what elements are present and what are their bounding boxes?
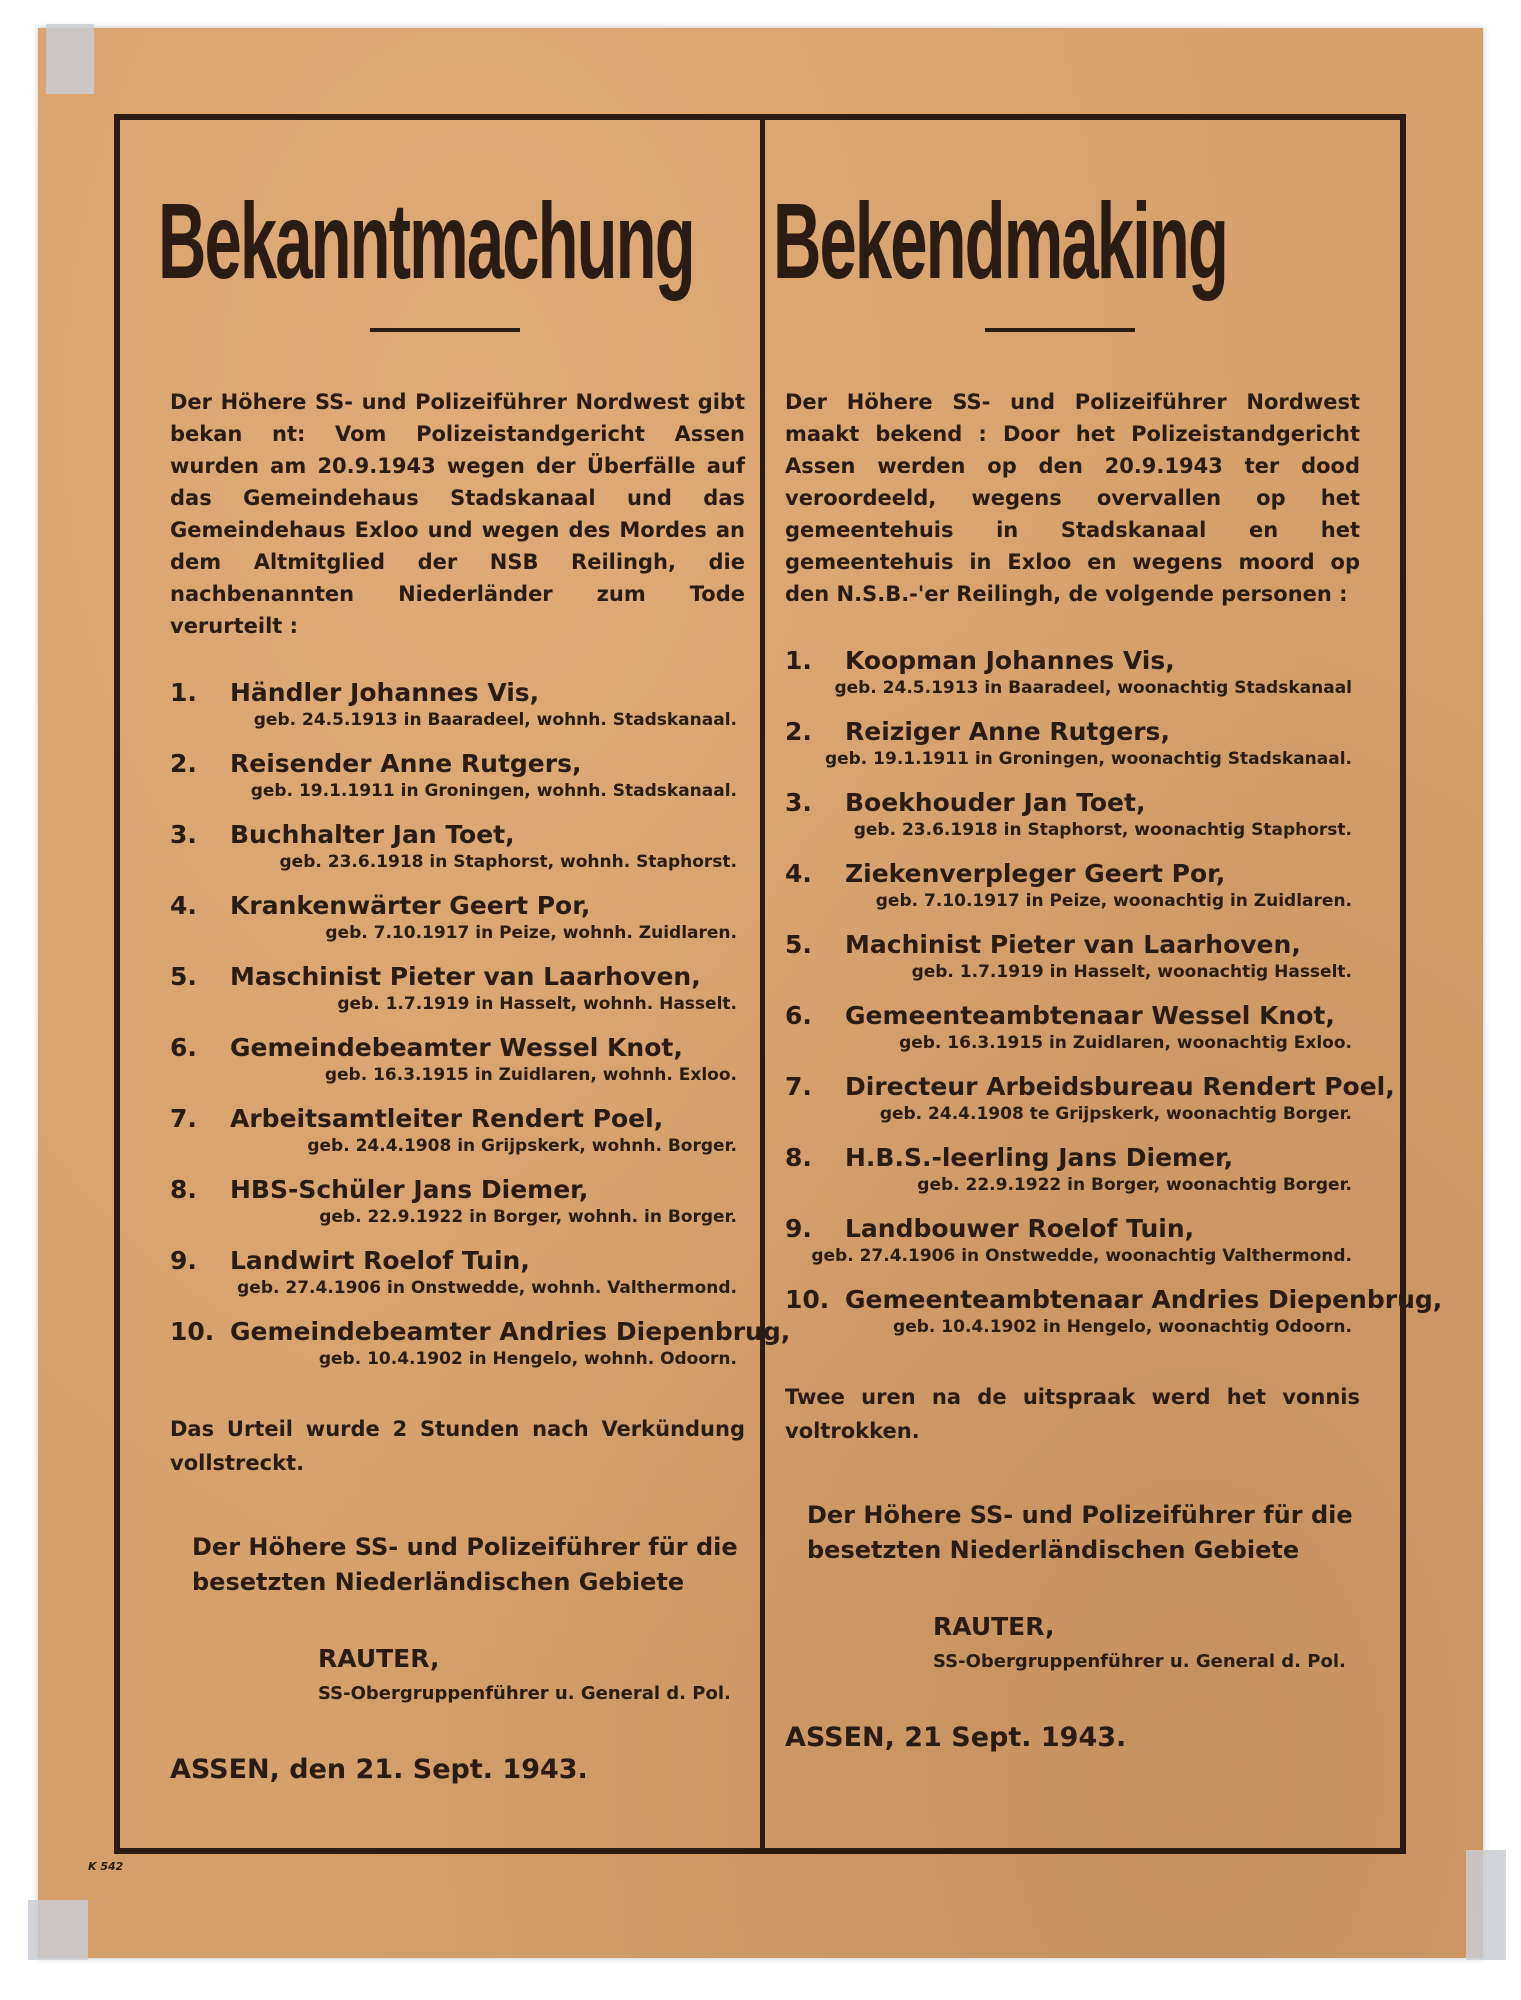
list-item [785, 1001, 1360, 1072]
item-name: Gemeenteambtenaar Wessel Knot, [845, 1001, 1335, 1030]
item-number: 6. [785, 1001, 812, 1030]
item-name: Arbeitsamtleiter Rendert Poel, [230, 1104, 664, 1133]
item-name: Boekhouder Jan Toet, [845, 788, 1146, 817]
item-detail: geb. 16.3.1915 in Zuidlaren, wohnh. Exloo. [324, 1065, 737, 1085]
item-detail: geb. 1.7.1919 in Hasselt, woonachtig Hasselt. [911, 962, 1352, 982]
item-detail: geb. 27.4.1906 in Onstwedde, woonachtig Valthermond. [811, 1246, 1352, 1266]
item-detail: geb. 1.7.1919 in Hasselt, wohnh. Hasselt. [337, 994, 737, 1014]
item-detail: geb. 22.9.1922 in Borger, woonachtig Borger. [917, 1175, 1352, 1195]
list-item [170, 820, 745, 891]
list-item [785, 859, 1360, 930]
item-detail: geb. 7.10.1917 in Peize, woonachtig in Zuidlaren. [875, 891, 1352, 911]
list-item [170, 891, 745, 962]
german-place-date: ASSEN, den 21. Sept. 1943. [170, 1754, 588, 1785]
item-number: 10. [170, 1317, 215, 1346]
dutch-intro: Der Höhere SS- und Polizeiführer Nordwest maakt bekend : Door het Polizeistandgericht Assen werden op den 20.9.1943 ter dood veroordeeld, wegens overvallen op het gemeentehuis in Stadskanaal en het gemeentehuis in Exloo en wegens moord op den N.S.B.-'er Reilingh, de volgende personen : [785, 390, 1360, 606]
item-number: 4. [170, 891, 197, 920]
item-name: Reisender Anne Rutgers, [230, 749, 582, 778]
item-number: 6. [170, 1033, 197, 1062]
item-number: 2. [170, 749, 197, 778]
item-detail: geb. 19.1.1911 in Groningen, wohnh. Stadskanaal. [250, 781, 737, 801]
item-number: 5. [785, 930, 812, 959]
dutch-rank: SS-Obergruppenführer u. General d. Pol. [933, 1651, 1346, 1672]
item-detail: geb. 24.4.1908 in Grijpskerk, wohnh. Borger. [307, 1136, 737, 1156]
printer-code: K 542 [88, 1860, 124, 1873]
item-number: 3. [170, 820, 197, 849]
german-signer: RAUTER, [318, 1644, 440, 1673]
item-detail: geb. 22.9.1922 in Borger, wohnh. in Borger. [319, 1207, 737, 1227]
german-closing: Das Urteil wurde 2 Stunden nach Verkündung vollstreckt. [170, 1417, 745, 1475]
item-number: 7. [170, 1104, 197, 1133]
dutch-authority: Der Höhere SS- und Polizeiführer für die besetzten Niederländischen Gebiete [807, 1501, 1353, 1564]
title-rule [985, 328, 1135, 332]
list-item [785, 788, 1360, 859]
item-name: Gemeindebeamter Andries Diepenbrug, [230, 1317, 791, 1346]
item-name: H.B.S.-leerling Jans Diemer, [845, 1143, 1234, 1172]
list-item [170, 1104, 745, 1175]
item-number: 3. [785, 788, 812, 817]
list-item [785, 1214, 1360, 1285]
item-detail: geb. 23.6.1918 in Staphorst, wohnh. Staphorst. [279, 852, 737, 872]
item-name: Landwirt Roelof Tuin, [230, 1246, 530, 1275]
item-number: 8. [170, 1175, 197, 1204]
item-name: Händler Johannes Vis, [230, 678, 540, 707]
item-name: Maschinist Pieter van Laarhoven, [230, 962, 701, 991]
item-number: 10. [785, 1285, 830, 1314]
list-item [170, 1175, 745, 1246]
list-item [785, 1143, 1360, 1214]
item-detail: geb. 23.6.1918 in Staphorst, woonachtig Staphorst. [853, 820, 1352, 840]
list-item [170, 678, 745, 749]
item-number: 7. [785, 1072, 812, 1101]
list-item [170, 1246, 745, 1317]
item-detail: geb. 10.4.1902 in Hengelo, woonachtig Odoorn. [893, 1317, 1352, 1337]
list-item [785, 930, 1360, 1001]
item-number: 5. [170, 962, 197, 991]
item-number: 9. [785, 1214, 812, 1243]
item-number: 8. [785, 1143, 812, 1172]
tape-bottom-left [28, 1900, 88, 1960]
list-item [170, 1317, 791, 1388]
german-column [158, 120, 791, 1840]
dutch-signer: RAUTER, [933, 1612, 1055, 1641]
item-detail: geb. 24.5.1913 in Baaradeel, wohnh. Stadskanaal. [253, 710, 737, 730]
tape-top-left [46, 24, 94, 94]
german-intro: Der Höhere SS- und Polizeiführer Nordwest gibt bekan nt: Vom Polizeistandgericht Assen wurden am 20.9.1943 wegen der Überfälle auf das Gemeindehaus Stadskanaal und das Gemeindehaus Exloo und wegen des Mordes an dem Altmitglied der NSB Reilingh, die nachbenannten Niederländer zum Tode verurteilt : [170, 390, 745, 638]
item-number: 2. [785, 717, 812, 746]
item-detail: geb. 27.4.1906 in Onstwedde, wohnh. Valthermond. [237, 1278, 737, 1298]
item-name: Koopman Johannes Vis, [845, 646, 1175, 675]
dutch-closing: Twee uren na de uitspraak werd het vonnis voltrokken. [785, 1385, 1360, 1443]
german-list [170, 678, 791, 1388]
german-authority: Der Höhere SS- und Polizeiführer für die besetzten Niederländischen Gebiete [192, 1533, 738, 1596]
item-number: 1. [785, 646, 812, 675]
item-detail: geb. 19.1.1911 in Groningen, woonachtig Stadskanaal. [824, 749, 1352, 769]
item-name: Krankenwärter Geert Por, [230, 891, 591, 920]
column-divider [760, 114, 765, 1854]
item-number: 4. [785, 859, 812, 888]
german-rank: SS-Obergruppenführer u. General d. Pol. [318, 1683, 731, 1704]
item-detail: geb. 16.3.1915 in Zuidlaren, woonachtig Exloo. [899, 1033, 1352, 1053]
list-item [170, 962, 745, 1033]
item-name: Reiziger Anne Rutgers, [845, 717, 1170, 746]
list-item [785, 646, 1360, 717]
item-detail: geb. 24.5.1913 in Baaradeel, woonachtig Stadskanaal [834, 678, 1352, 698]
item-name: Buchhalter Jan Toet, [230, 820, 515, 849]
item-name: Machinist Pieter van Laarhoven, [845, 930, 1301, 959]
item-detail: geb. 24.4.1908 te Grijpskerk, woonachtig Borger. [879, 1104, 1352, 1124]
german-title: Bekanntmachung [158, 180, 694, 301]
item-detail: geb. 7.10.1917 in Peize, wohnh. Zuidlaren. [325, 923, 737, 943]
dutch-place-date: ASSEN, 21 Sept. 1943. [785, 1722, 1127, 1753]
list-item [785, 1072, 1395, 1143]
dutch-title: Bekendmaking [773, 180, 1227, 301]
tape-bottom-right [1466, 1850, 1506, 1960]
title-rule [370, 328, 520, 332]
dutch-list [785, 646, 1443, 1356]
list-item [170, 749, 745, 820]
item-name: Landbouwer Roelof Tuin, [845, 1214, 1195, 1243]
item-detail: geb. 10.4.1902 in Hengelo, wohnh. Odoorn. [318, 1349, 737, 1369]
list-item [785, 717, 1360, 788]
item-name: Ziekenverpleger Geert Por, [845, 859, 1226, 888]
item-name: Gemeenteambtenaar Andries Diepenbrug, [845, 1285, 1443, 1314]
dutch-column [773, 120, 1443, 1840]
item-number: 9. [170, 1246, 197, 1275]
list-item [785, 1285, 1443, 1356]
item-name: HBS-Schüler Jans Diemer, [230, 1175, 589, 1204]
list-item [170, 1033, 745, 1104]
item-name: Directeur Arbeidsbureau Rendert Poel, [845, 1072, 1395, 1101]
item-number: 1. [170, 678, 197, 707]
item-name: Gemeindebeamter Wessel Knot, [230, 1033, 683, 1062]
